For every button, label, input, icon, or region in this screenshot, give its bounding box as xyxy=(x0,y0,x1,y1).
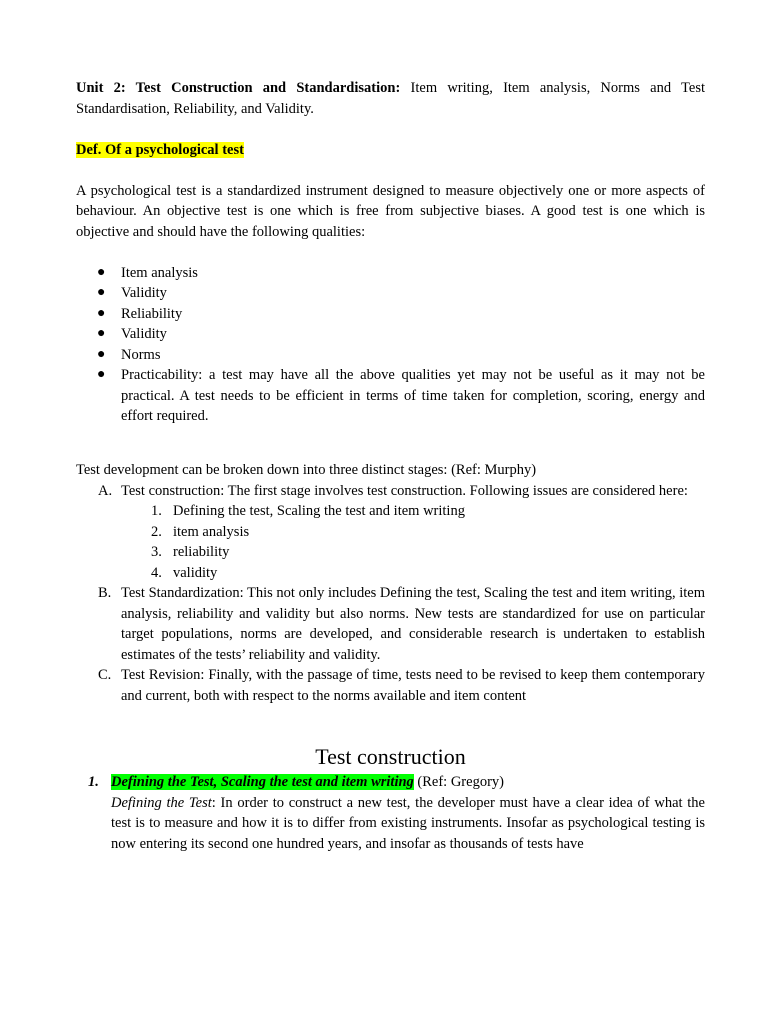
stage-text: Test construction: The first stage involves test construction. Following issues are considered here: xyxy=(121,482,688,499)
list-item: 3. reliability xyxy=(151,544,230,560)
construction-issues-list xyxy=(76,501,705,583)
unit-paragraph xyxy=(76,78,705,119)
stages-list-continued xyxy=(76,583,705,706)
list-item xyxy=(76,665,705,706)
bullet-icon: ● xyxy=(97,285,106,300)
list-item: ● Item analysis xyxy=(76,263,705,284)
list-item xyxy=(76,583,705,665)
stages-lead: Test development can be broken down into three distinct stages: (Ref: Murphy) xyxy=(76,462,537,478)
list-item: ● Validity xyxy=(76,283,705,304)
section-item-ref: (Ref: Gregory) xyxy=(413,774,504,790)
list-marker: 1. xyxy=(88,774,99,790)
sub-term: Defining the Test xyxy=(111,794,212,811)
definition-heading: Def. Of a psychological test xyxy=(76,141,244,158)
stage-text: Test Standardization: This not only includes Defining the test, Scaling the test and item writing, item analysis, reliability and validity but also norms. New tests are standardized for use on particular target populations, norms are developed, and considerable research is undertaken to establish estimates of the tests’ reliability and validity. xyxy=(121,585,705,663)
bullet-icon: ● xyxy=(97,264,106,280)
bullet-icon: ● xyxy=(97,346,106,362)
bullet-icon: ● xyxy=(97,326,106,341)
list-marker: C. xyxy=(98,667,112,683)
section-item-heading: Defining the Test, Scaling the test and item writing xyxy=(111,774,414,790)
sub-text: : In order to construct a new test, the developer must have a clear idea of what the test is to measure and how it is to differ from existing instruments. Insofar as psychological testing is now entering its second one hundred years, and insofar as thousands of tests have xyxy=(111,794,705,852)
document-page xyxy=(76,78,705,854)
section-title: Test construction xyxy=(315,744,466,769)
list-item: 2. item analysis xyxy=(151,523,250,540)
list-item: ● Norms xyxy=(76,345,705,366)
list-item: ● Validity xyxy=(76,324,705,345)
section-item xyxy=(76,772,705,854)
unit-heading: Unit 2: Test Construction and Standardisation: xyxy=(76,80,401,96)
list-item xyxy=(76,481,705,502)
stages-list xyxy=(76,481,705,502)
stage-text: Test Revision: Finally, with the passage of time, tests need to be revised to keep them contemporary and current, both with respect to the norms available and item content xyxy=(121,667,705,704)
list-item: 4. validity xyxy=(151,564,218,581)
list-marker: A. xyxy=(98,482,113,499)
definition-paragraph: A psychological test is a standardized instrument designed to measure objectively one or more aspects of behaviour. An objective test is one which is free from subjective biases. A good test is one which is objective and should have the following qualities: xyxy=(76,182,705,240)
list-item: ● Reliability xyxy=(76,304,705,325)
list-item: 1. Defining the test, Scaling the test and item writing xyxy=(151,503,465,519)
bullet-icon: ● xyxy=(97,367,106,382)
section-item-paragraph xyxy=(111,793,705,855)
bullet-icon: ● xyxy=(97,305,106,321)
definition-heading-line xyxy=(76,140,705,161)
list-item: ● Practicability: a test may have all the above qualities yet may not be useful as it may not be practical. A test needs to be efficient in terms of time taken for completion, scoring, energy and effort required. xyxy=(97,367,705,424)
list-marker: B. xyxy=(98,585,112,601)
qualities-list xyxy=(76,263,705,427)
unit-topics: Item writing, Item analysis, Norms and Test Standardisation, Reliability, and Validity. xyxy=(76,80,705,117)
